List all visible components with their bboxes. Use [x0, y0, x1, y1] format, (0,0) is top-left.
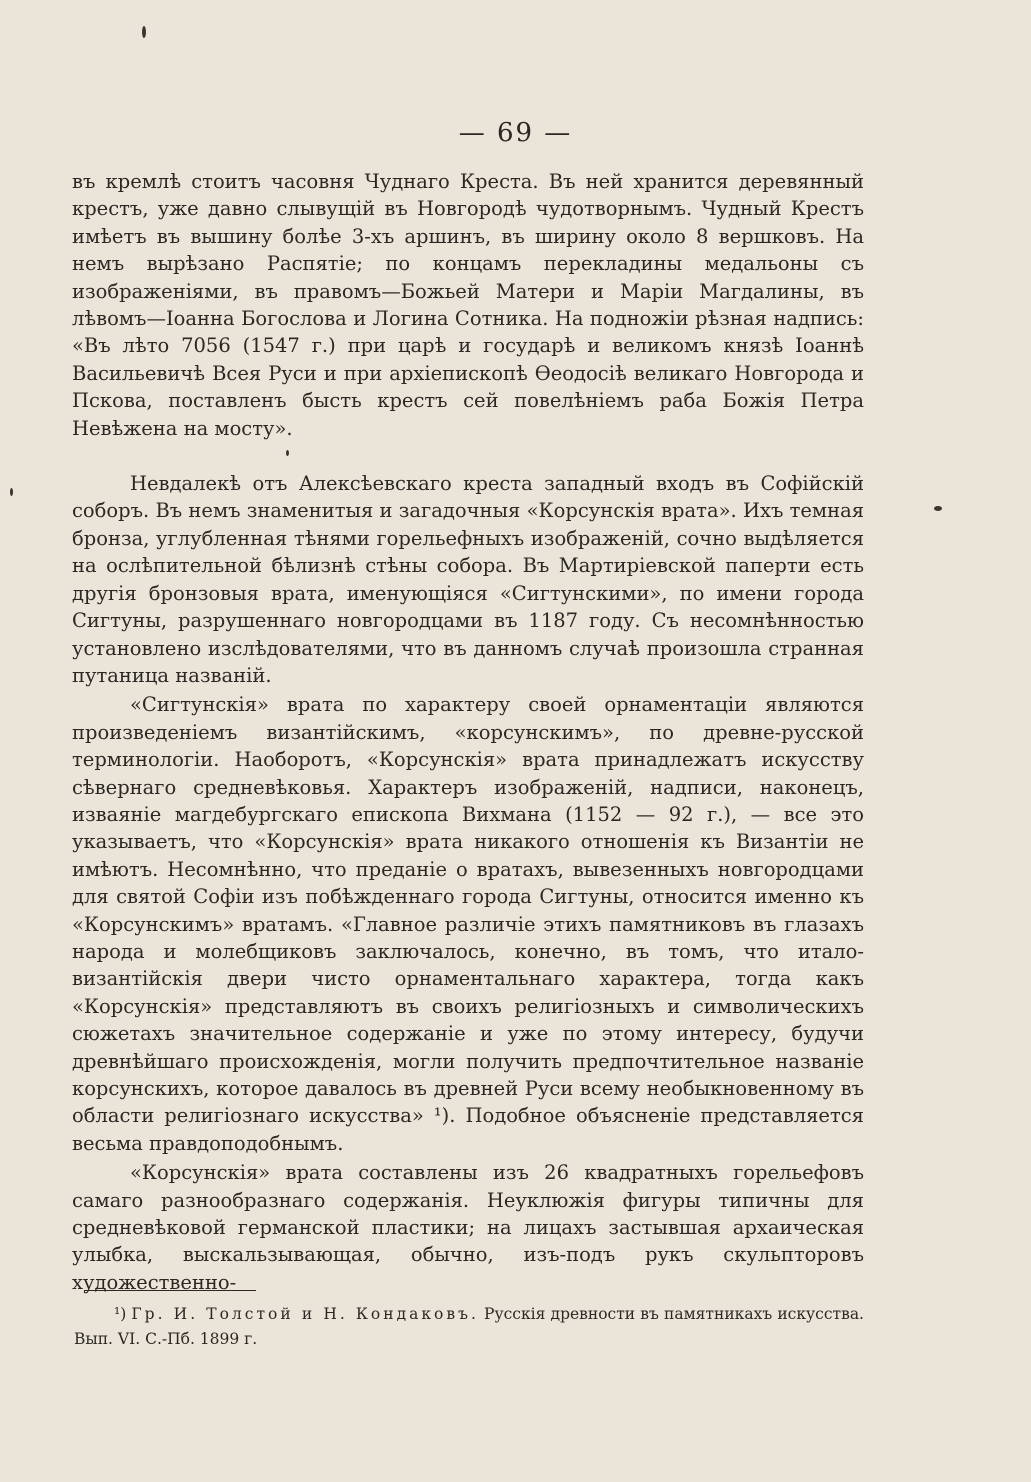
footnote-text: Русскія древности въ памятникахъ искусства. Вып. VI. С.-Пб. 1899 г. — [74, 1305, 864, 1348]
footnote — [74, 1302, 864, 1352]
body-text — [72, 168, 864, 1296]
paragraph: «Корсунскія» врата составлены изъ 26 квадратныхъ горельефовъ самаго разнообразнаго содержанія. Неуклюжія фигуры типичны для средневѣковой германской пластики; на лицахъ застывшая архаическая улыбка, выскальзывающая, обычно, изъ-подъ рукъ скульпторовъ художественно- — [72, 1161, 864, 1294]
paragraph: «Сигтунскія» врата по характеру своей орнаментаціи являются произведеніемъ византійскимъ, «корсунскимъ», по древне-русской терминологіи. Наоборотъ, «Корсунскія» врата принадлежатъ искусству сѣвернаго средневѣковья. Характеръ изображеній, надписи, наконецъ, изваяніе магдебургскаго епископа Вихмана (1152 — 92 г.), — все это указываетъ, что «Корсунскія» врата никакого отношенія къ Византіи не имѣютъ. Несомнѣнно, что преданіе о вратахъ, вывезенныхъ новгородцами для святой Софіи изъ побѣжденнаго города Сигтуны, относится именно къ «Корсунскимъ» вратамъ. «Главное различіе этихъ памятниковъ въ глазахъ народа и молебщиковъ заключалось, конечно, въ томъ, что итало-византійскія двери чисто орнаментальнаго характера, тогда какъ «Корсунскія» представляютъ въ своихъ религіозныхъ и символическихъ сюжетахъ значительное содержаніе и уже по этому интересу, будучи древнѣйшаго происхожденія, могли получить предпочтительное названіе корсунскихъ, которое давалось въ древней Руси всему необыкновенному въ области религіознаго искусства» ¹). Подобное объясненіе представляется весьма правдоподобнымъ. — [72, 693, 864, 1155]
print-speck — [934, 506, 942, 511]
print-speck — [142, 26, 146, 38]
paragraph: въ кремлѣ стоитъ часовня Чуднаго Креста. Въ ней хранится деревянный крестъ, уже давно слывущій въ Новгородѣ чудотворнымъ. Чудный Крестъ имѣетъ въ вышину болѣе 3-хъ аршинъ, въ ширину около 8 вершковъ. На немъ вырѣзано Распятіе; по концамъ перекладины медальоны съ изображеніями, въ правомъ—Божьей Матери и Маріи Магдалины, въ лѣвомъ—Іоанна Богослова и Логина Сотника. На подножіи рѣзная надпись: «Въ лѣто 7056 (1547 г.) при царѣ и государѣ и великомъ князѣ Іоаннѣ Васильевичѣ Всея Руси и при архіепископѣ Ѳеодосіѣ великаго Новгорода и Пскова, поставленъ бысть крестъ сей повелѣніемъ раба Божія Петра Невѣжена на мосту». — [72, 170, 864, 440]
footnote-divider — [84, 1290, 256, 1291]
footnote-marker: ¹) — [114, 1305, 127, 1323]
page-number: — 69 — — [458, 118, 573, 148]
footnote-authors: Гр. И. Толстой и Н. Кондаковъ. — [131, 1305, 479, 1323]
print-speck — [10, 488, 13, 496]
paragraph: Невдалекѣ отъ Алексѣевскаго креста западный входъ въ Софійскій соборъ. Въ немъ знаменитыя и загадочныя «Корсунскія врата». Ихъ темная бронза, углубленная тѣнями горельефныхъ изображеній, сочно выдѣляется на ослѣпительной бѣлизнѣ стѣны собора. Въ Мартиріевской паперти есть другія бронзовыя врата, именующіяся «Сигтунскими», по имени города Сигтуны, разрушеннаго новгородцами въ 1187 году. Съ несомнѣнностью установлено изслѣдователями, что въ данномъ случаѣ произошла странная путаница названій. — [72, 472, 864, 687]
footnotes — [74, 1302, 864, 1352]
